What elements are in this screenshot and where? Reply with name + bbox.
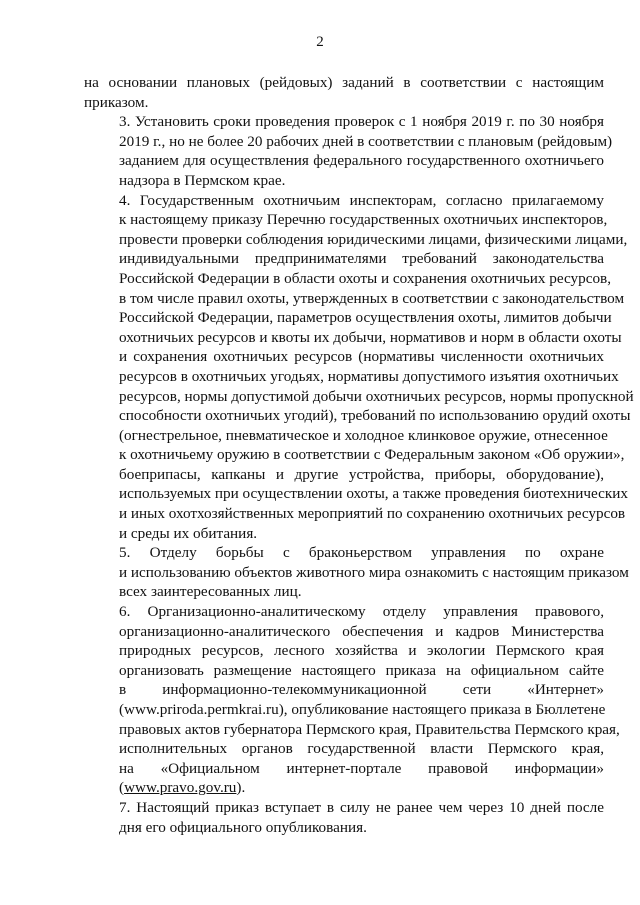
link-prefix: ( bbox=[119, 779, 125, 797]
paragraph-p4 bbox=[84, 191, 634, 544]
text-line: дня его официального опубликования. bbox=[119, 818, 367, 836]
text-line: охотничьих ресурсов и квоты их добычи, нормативов и норм в области охоты bbox=[119, 328, 622, 346]
link-suffix: ). bbox=[236, 779, 246, 797]
text-line: 4. Государственным охотничьим инспекторам, согласно прилагаемому bbox=[119, 191, 604, 209]
text-line: организовать размещение настоящего приказа на официальном сайте bbox=[119, 661, 604, 679]
text-line: провести проверки соблюдения юридическими лицами, физическими лицами, bbox=[119, 230, 628, 248]
text-line: индивидуальными предпринимателями требований законодательства bbox=[119, 250, 604, 268]
text-line: на «Официальном интернет-портале правовой информации» bbox=[119, 759, 604, 777]
text-line: организационно-аналитического обеспечения и кадров Министерства bbox=[119, 622, 604, 640]
text-line: Российской Федерации в области охоты и сохранения охотничьих ресурсов, bbox=[119, 269, 612, 287]
text-line: к охотничьему оружию в соответствии с Федеральным законом «Об оружии», bbox=[119, 446, 625, 464]
text-line: к настоящему приказу Перечню государственных охотничьих инспекторов, bbox=[119, 211, 608, 229]
paragraph-p7 bbox=[84, 798, 604, 837]
text-line: используемых при осуществлении охоты, а также проведения биотехнических bbox=[119, 485, 629, 503]
paragraph-p6 bbox=[84, 602, 620, 798]
text-line: (www.priroda.permkrai.ru), опубликование настоящего приказа в Бюллетене bbox=[119, 701, 606, 718]
text-line: 7. Настоящий приказ вступает в силу не ранее чем через 10 дней после bbox=[119, 798, 604, 816]
text-line: в том числе правил охоты, утвержденных в соответствии с законодательством bbox=[119, 289, 625, 307]
page-number: 2 bbox=[316, 34, 324, 50]
text-line: (огнестрельное, пневматическое и холодное клинковое оружие, отнесенное bbox=[119, 426, 608, 444]
text-line: ресурсов в охотничьих угодьях, нормативы допустимого изъятия охотничьих bbox=[119, 367, 619, 385]
text-line: 2019 г., но не более 20 рабочих дней в соответствии с плановым (рейдовым) bbox=[119, 132, 613, 150]
paragraph-p3 bbox=[84, 112, 613, 190]
text-line: способности охотничьих угодий), требований по использованию орудий охоты bbox=[119, 407, 631, 425]
text-line: боеприпасы, капканы и другие устройства, приборы, оборудование), bbox=[119, 465, 604, 483]
text-line: 5. Отделу борьбы с браконьерством управления по охране bbox=[119, 544, 604, 562]
text-line: всех заинтересованных лиц. bbox=[119, 583, 302, 601]
text-line: Российской Федерации, параметров осуществления охоты, лимитов добычи bbox=[119, 309, 612, 327]
text-line: заданием для осуществления федерального государственного охотничьего bbox=[119, 152, 604, 170]
text-line: и среды их обитания. bbox=[119, 524, 258, 542]
text-line: ресурсов, нормы допустимой добычи охотничьих ресурсов, нормы пропускной bbox=[119, 387, 634, 405]
text-line: в информационно-телекоммуникационной сети «Интернет» bbox=[119, 681, 604, 699]
text-line bbox=[84, 778, 604, 798]
pravo-gov-link[interactable]: www.pravo.gov.ru bbox=[124, 779, 237, 797]
text-line: 3. Установить сроки проведения проверок с 1 ноября 2019 г. по 30 ноября bbox=[119, 113, 604, 131]
text-line: 6. Организационно-аналитическому отделу управления правового, bbox=[119, 603, 604, 621]
text-line: и сохранения охотничьих ресурсов (нормативы численности охотничьих bbox=[119, 348, 604, 366]
text-line: правовых актов губернатора Пермского края, Правительства Пермского края, bbox=[119, 720, 620, 738]
text-line: на основании плановых (рейдовых) заданий в соответствии с настоящим bbox=[84, 74, 604, 91]
text-line: и использованию объектов животного мира ознакомить с настоящим приказом bbox=[119, 563, 629, 581]
paragraph-p-continuation bbox=[84, 73, 604, 112]
document-body bbox=[84, 73, 634, 837]
text-line: приказом. bbox=[84, 93, 149, 111]
text-line: и иных охотхозяйственных мероприятий по сохранению охотничьих ресурсов bbox=[119, 505, 626, 523]
text-line: природных ресурсов, лесного хозяйства и экологии Пермского края bbox=[119, 642, 604, 660]
paragraph-p5 bbox=[84, 543, 629, 602]
text-line: надзора в Пермском крае. bbox=[119, 171, 286, 189]
text-line: исполнительных органов государственной власти Пермского края, bbox=[119, 740, 604, 758]
